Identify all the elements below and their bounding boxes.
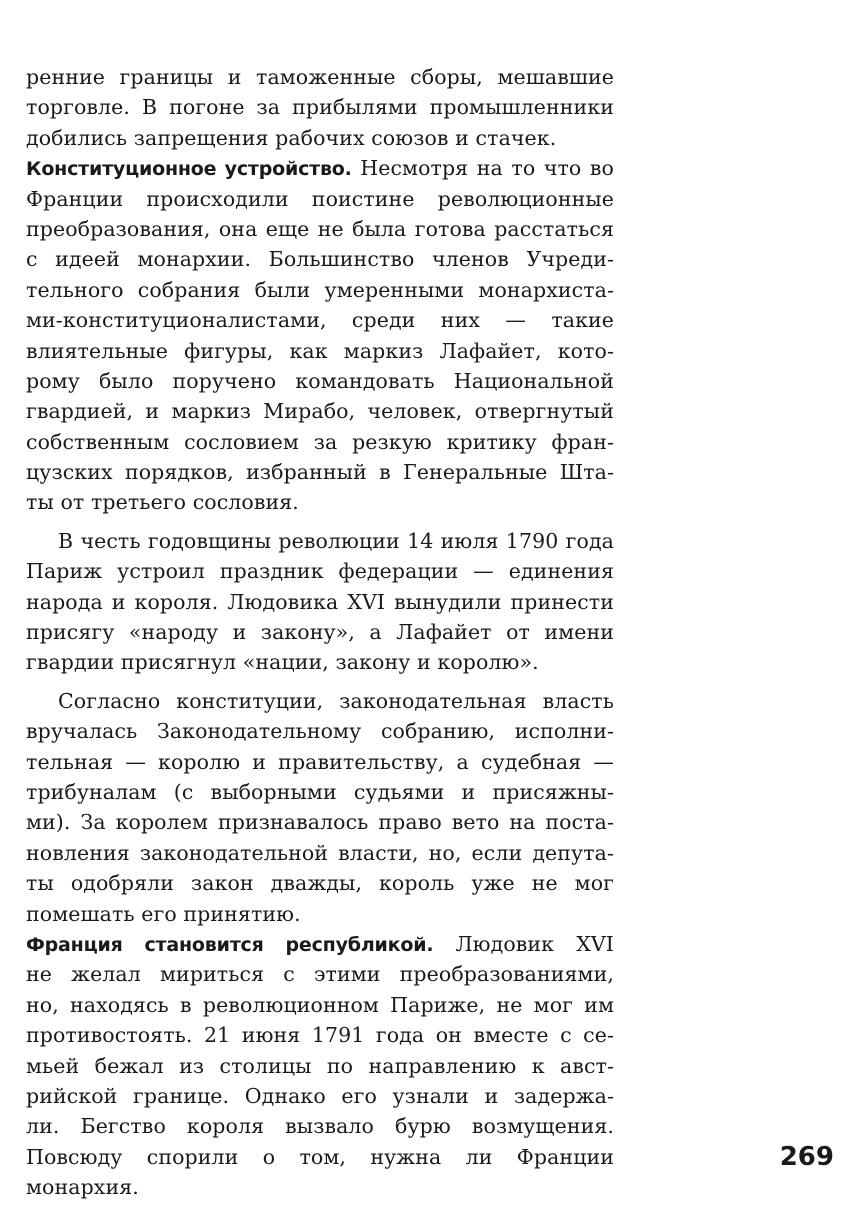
text-line: народа и короля. Людовика XVI вынудили принести bbox=[26, 589, 614, 614]
text-line: с идеей монархии. Большинство членов Учреди- bbox=[26, 247, 614, 272]
text-line: собственным сословием за резкую критику фран- bbox=[26, 429, 614, 454]
text-line: новления законодательной власти, но, если депута- bbox=[26, 840, 614, 865]
text-fragment: Людовик XVI bbox=[433, 931, 614, 956]
text-line: ли. Бегство короля вызвало бурю возмущения. bbox=[26, 1114, 614, 1139]
text-line: тельного собрания были умеренными монархиста- bbox=[26, 277, 614, 302]
text-line: ми). За королем признавалось право вето на поста- bbox=[26, 810, 614, 835]
text-line: трибуналам (с выборными судьями и присяжны- bbox=[26, 779, 614, 804]
text-line: гвардии присягнул «нации, закону и королю». bbox=[26, 650, 539, 675]
text-line: ми-конституционалистами, среди них — такие bbox=[26, 308, 614, 333]
text-line: монархия. bbox=[26, 1175, 139, 1200]
text-line: рийской границе. Однако его узнали и задержа- bbox=[26, 1083, 614, 1108]
text-line: преобразования, она еще не была готова расстаться bbox=[26, 216, 614, 241]
text-line: Повсюду спорили о том, нужна ли Франции bbox=[26, 1144, 614, 1169]
text-line: не желал мириться с этими преобразованиями, bbox=[26, 962, 614, 987]
text-line: помешать его принятию. bbox=[26, 901, 301, 926]
page-number: 269 bbox=[779, 1142, 834, 1172]
text-line: торговле. В погоне за прибылями промышленники bbox=[26, 95, 614, 120]
text-line: Согласно конституции, законодательная власть bbox=[58, 688, 614, 713]
section-heading-republic: Франция становится республикой. bbox=[26, 933, 434, 956]
section-heading-constitution: Конституционное устройство. bbox=[26, 158, 352, 181]
text-line: но, находясь в революционном Париже, не мог им bbox=[26, 992, 614, 1017]
text-line bbox=[26, 929, 614, 959]
text-line: добились запрещения рабочих союзов и стачек. bbox=[26, 125, 557, 150]
text-line: Париж устроил праздник федерации — единения bbox=[26, 559, 614, 584]
text-line bbox=[26, 153, 614, 183]
text-line: Франции происходили поистине революционные bbox=[26, 186, 614, 211]
text-line: ты одобряли закон дважды, король уже не мог bbox=[26, 871, 614, 896]
text-line: рому было поручено командовать Национальной bbox=[26, 368, 614, 393]
text-line: гвардией, и маркиз Мирабо, человек, отвергнутый bbox=[26, 399, 614, 424]
page-body bbox=[26, 62, 614, 1202]
text-line: мьей бежал из столицы по направлению к авст- bbox=[26, 1053, 614, 1078]
text-fragment: Несмотря на то что во bbox=[351, 156, 614, 181]
text-line: противостоять. 21 июня 1791 года он вместе с се- bbox=[26, 1023, 614, 1048]
text-line: В честь годовщины революции 14 июля 1790 года bbox=[58, 528, 614, 553]
text-line: присягу «народу и закону», а Лафайет от имени bbox=[26, 620, 614, 645]
text-line: ты от третьего сословия. bbox=[26, 490, 299, 515]
text-line: ренние границы и таможенные сборы, мешавшие bbox=[26, 65, 614, 89]
text-line: влиятельные фигуры, как маркиз Лафайет, кото- bbox=[26, 338, 614, 363]
text-line: вручалась Законодательному собранию, исполни- bbox=[26, 719, 614, 744]
text-line: цузских порядков, избранный в Генеральные Шта- bbox=[26, 460, 614, 485]
text-line: тельная — королю и правительству, а судебная — bbox=[26, 749, 614, 774]
